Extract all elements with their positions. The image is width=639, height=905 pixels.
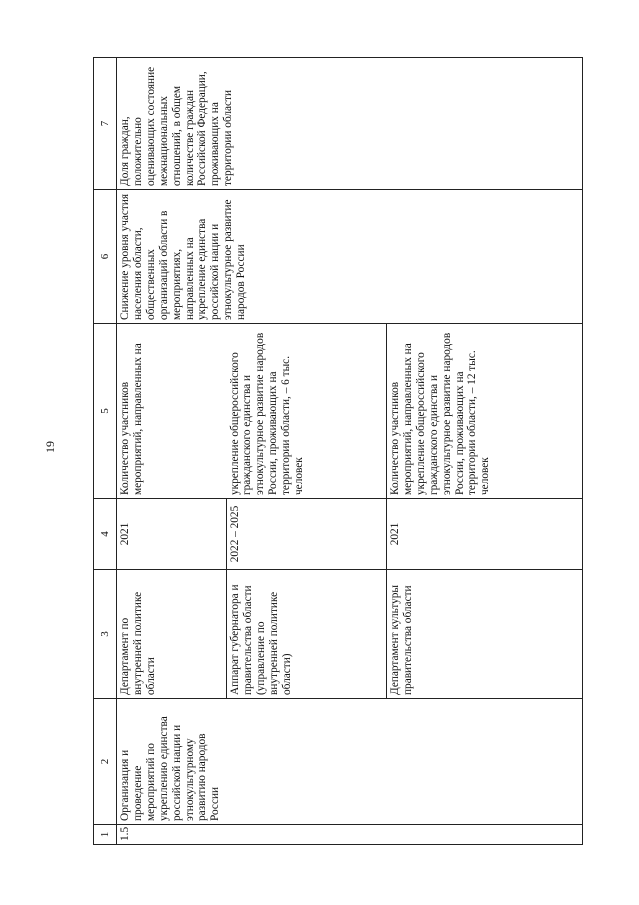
period-1: 2021: [117, 499, 227, 570]
header-col-6: 6: [94, 190, 117, 324]
executor-1: Департамент по внутренней политике области: [117, 570, 227, 699]
executor-2: Аппарат губернатора и правительства области (управление по внутренней политике области): [227, 570, 387, 699]
period-3: 2021: [387, 499, 583, 570]
table-container: [93, 58, 583, 845]
indicator-3: Количество участников мероприятий, направленных на укрепление общероссийского гражданского единства и этнокультурное развитие народов России, проживающих на территории области, – 12 тыс. человек: [387, 324, 583, 499]
header-col-4: 4: [94, 499, 117, 570]
header-col-1: 1: [94, 825, 117, 845]
program-measures-table: [93, 57, 583, 845]
target-indicator: Доля граждан, положительно оценивающих состояние межнациональных отношений, в общем количестве граждан Российской Федерации, проживающих на территории области: [117, 58, 583, 190]
header-col-7: 7: [94, 58, 117, 190]
period-2: 2022 – 2025: [227, 499, 387, 570]
indicator-2: укрепление общероссийского гражданского единства и этнокультурное развитие народов России, проживающих на территории области, – 6 тыс. человек: [227, 324, 387, 499]
table-row: [117, 58, 227, 845]
header-col-3: 3: [94, 570, 117, 699]
header-col-5: 5: [94, 324, 117, 499]
measure-name: Организация и проведение мероприятий по укреплению единства российской нации и этнокультурному развитию народов России: [117, 699, 583, 825]
page-number: 19: [43, 441, 57, 453]
row-number: 1.5: [117, 825, 583, 845]
rotated-table: [93, 58, 583, 845]
executor-3: Департамент культуры правительства области: [387, 570, 583, 699]
indicator-1: Количество участников мероприятий, направленных на: [117, 324, 227, 499]
header-row: [94, 58, 117, 845]
header-col-2: 2: [94, 699, 117, 825]
risk-description: Снижение уровня участия населения области, общественных организаций области в мероприятиях, направленных на укрепление единства российской нации и этнокультурное развитие народов России: [117, 190, 583, 324]
